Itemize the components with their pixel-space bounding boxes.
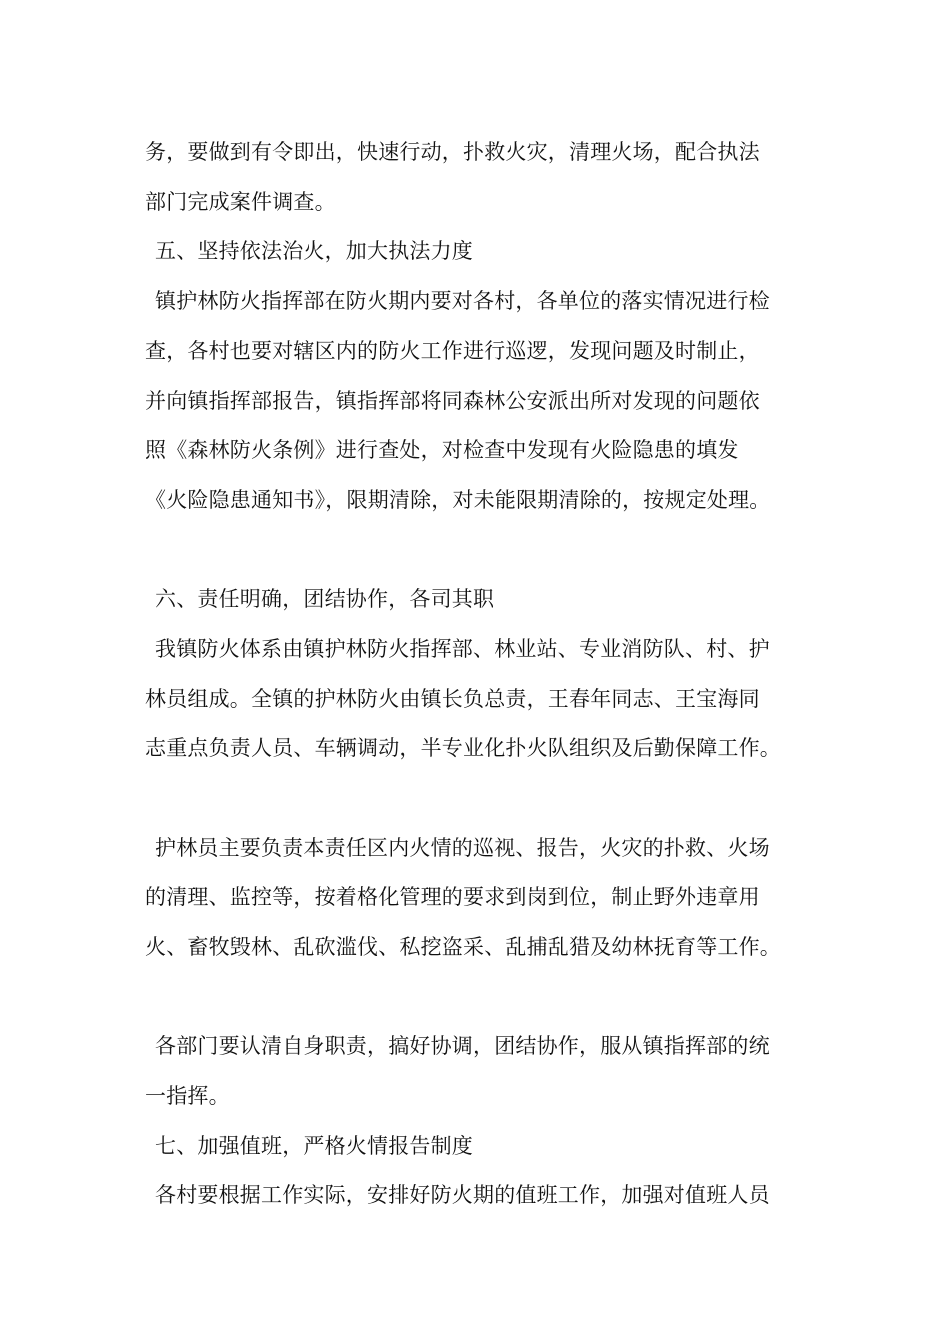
paragraph-line: 查，各村也要对辖区内的防火工作进行巡逻，发现问题及时制止， xyxy=(145,339,760,363)
paragraph-line: 照《森林防火条例》进行查处，对检查中发现有火险隐患的填发 xyxy=(145,438,739,462)
paragraph-line: 《火险隐患通知书》，限期清除，对未能限期清除的，按规定处理。 xyxy=(145,488,771,512)
paragraph-line: 志重点负责人员、车辆调动，半专业化扑火队组织及后勤保障工作。 xyxy=(145,736,781,760)
section-heading-5: 五、坚持依法治火，加大执法力度 xyxy=(155,239,473,263)
paragraph-line: 护林员主要负责本责任区内火情的巡视、报告，火灾的扑救、火场 xyxy=(155,836,770,860)
paragraph-line: 我镇防火体系由镇护林防火指挥部、林业站、专业消防队、村、护 xyxy=(155,637,770,661)
paragraph-line: 的清理、监控等，按着格化管理的要求到岗到位，制止野外违章用 xyxy=(145,885,760,909)
section-heading-6: 六、责任明确，团结协作，各司其职 xyxy=(155,587,495,611)
paragraph-line: 各村要根据工作实际，安排好防火期的值班工作，加强对值班人员 xyxy=(155,1183,770,1207)
paragraph-line: 务，要做到有令即出，快速行动，扑救火灾，清理火场，配合执法 xyxy=(145,140,760,164)
paragraph-line: 并向镇指挥部报告，镇指挥部将同森林公安派出所对发现的问题依 xyxy=(145,389,760,413)
paragraph-line: 林员组成。全镇的护林防火由镇长负总责，王春年同志、王宝海同 xyxy=(145,687,760,711)
paragraph-line: 部门完成案件调查。 xyxy=(145,190,336,214)
paragraph-line: 火、畜牧毁林、乱砍滥伐、私挖盗采、乱捕乱猎及幼林抚育等工作。 xyxy=(145,935,781,959)
paragraph-line: 镇护林防火指挥部在防火期内要对各村，各单位的落实情况进行检 xyxy=(155,289,770,313)
paragraph-line: 一指挥。 xyxy=(145,1084,230,1108)
paragraph-line: 各部门要认清自身职责，搞好协调，团结协作，服从镇指挥部的统 xyxy=(155,1034,770,1058)
section-heading-7: 七、加强值班，严格火情报告制度 xyxy=(155,1134,473,1158)
